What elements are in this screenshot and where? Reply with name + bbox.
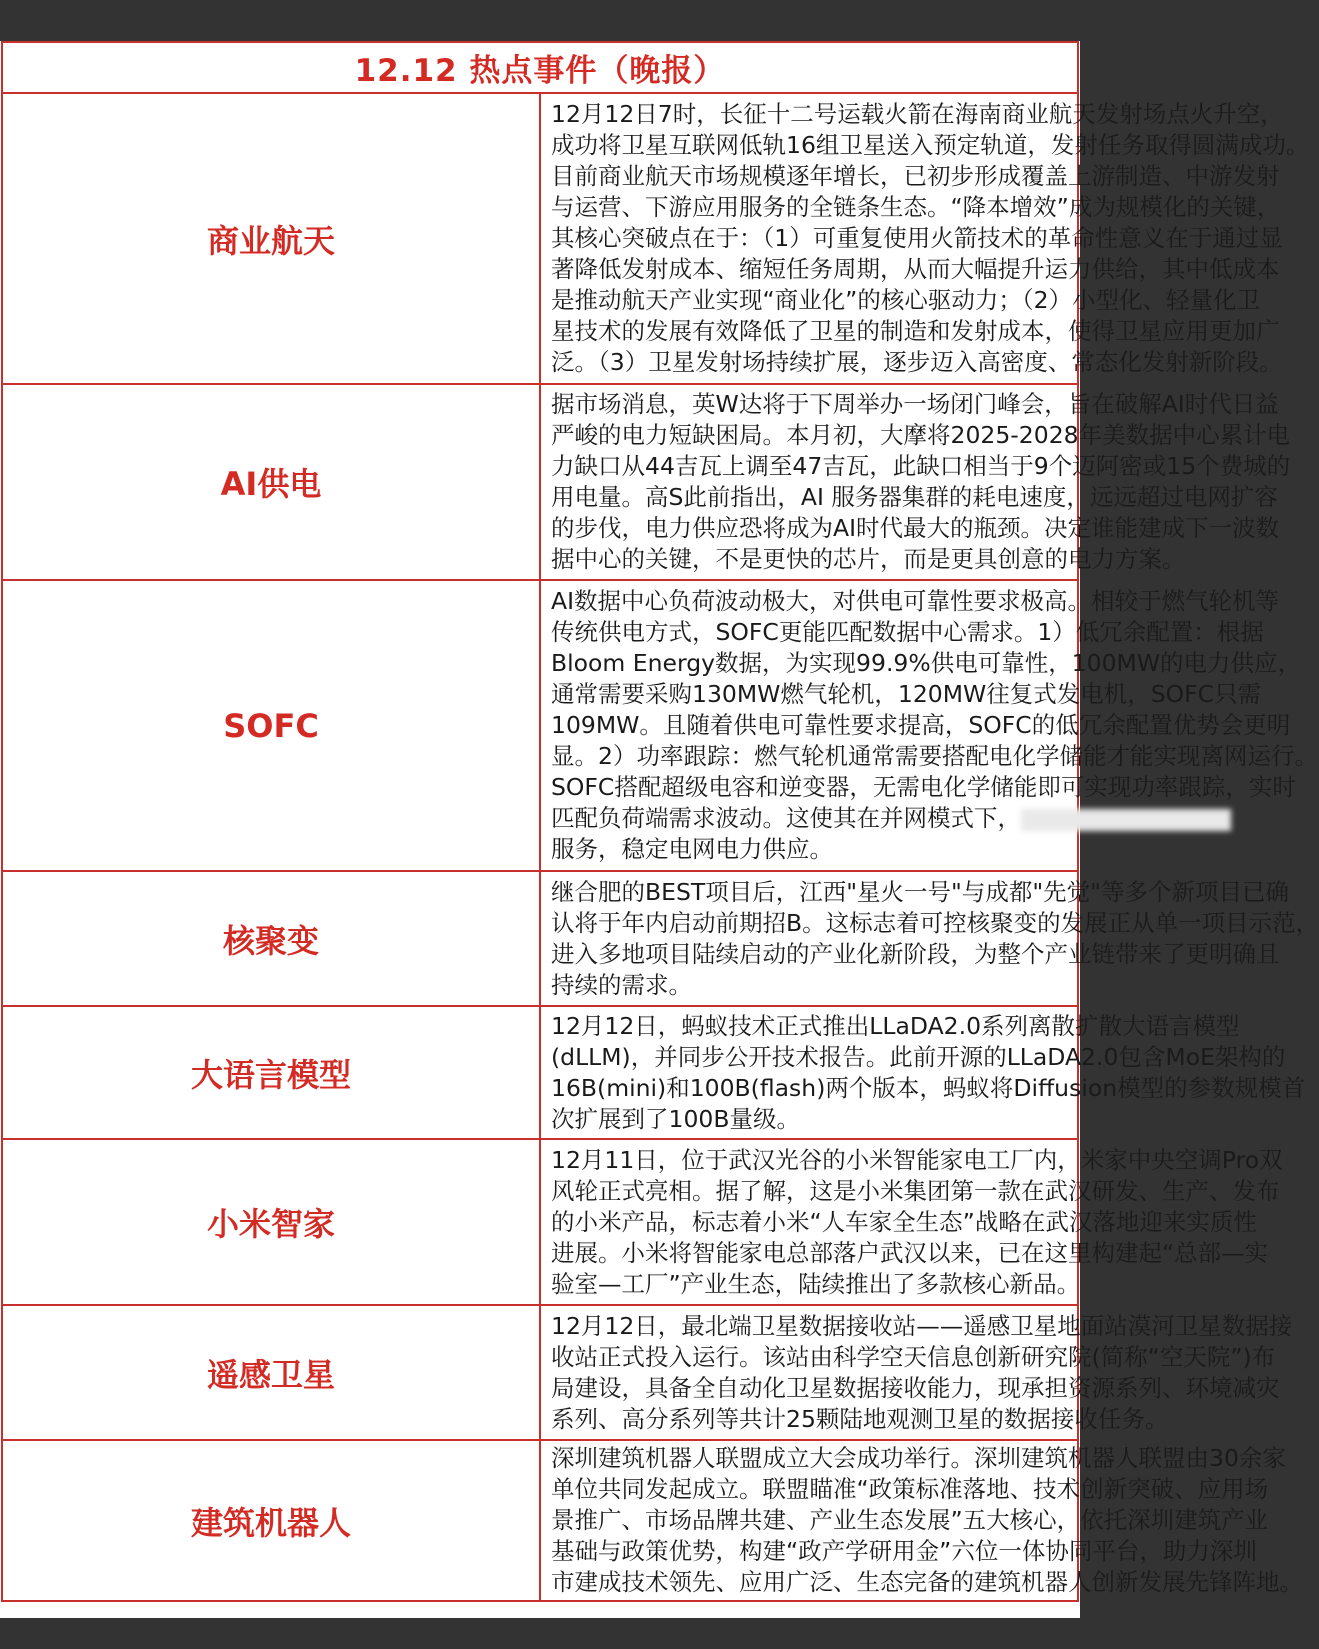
description-line xyxy=(551,130,1310,161)
redacted-text xyxy=(1021,809,1231,831)
description-line xyxy=(551,1536,1257,1567)
description-line xyxy=(551,451,1291,482)
line-text: (dLLM)，并同步公开技术报告。此前开源的LLaDA2.0包含MoE架构的 xyxy=(551,1042,1286,1071)
line-text: 进入多地项目陆续启动的产业化新阶段，为整个产业链带来了更明确且 xyxy=(551,939,1280,968)
description-line xyxy=(551,939,1280,970)
line-text: 验室—工厂”产业生态，陆续推出了多款核心新品。 xyxy=(551,1269,1081,1298)
event-row xyxy=(2,580,1078,871)
description-line xyxy=(551,544,1186,575)
line-text: 力缺口从44吉瓦上调至47吉瓦，此缺口相当于9个迈阿密或15个费城的 xyxy=(551,452,1291,480)
description-line xyxy=(551,1311,1293,1342)
description-line xyxy=(551,908,1319,939)
description-line xyxy=(551,648,1302,679)
description-line xyxy=(551,1104,1071,1135)
description-line xyxy=(551,803,1071,834)
line-text: 目前商业航天市场规模逐年增长，已初步形成覆盖上游制造、中游发射 xyxy=(551,162,1280,190)
line-text: 单位共同发起成立。联盟瞄准“政策标准落地、技术创新突破、应用场 xyxy=(551,1475,1269,1503)
line-text: 景推广、市场品牌共建、产业生态发展”五大核心，依托深圳建筑产业 xyxy=(551,1506,1269,1534)
line-text: 深圳建筑机器人联盟成立大会成功举行。深圳建筑机器人联盟由30余家 xyxy=(551,1444,1286,1472)
line-text: 用电量。高S此前指出，AI 服务器集群的耗电速度，远远超过电网扩容 xyxy=(551,483,1278,511)
line-text: 星技术的发展有效降低了卫星的制造和发射成本，使得卫星应用更加广 xyxy=(551,317,1280,345)
line-text: 收站正式投入运行。该站由科学空天信息创新研究院(简称“空天院”)布 xyxy=(551,1342,1276,1371)
description-line xyxy=(551,482,1278,513)
event-topic-label: 小米智家 xyxy=(2,1139,540,1305)
event-description xyxy=(540,871,1319,1006)
event-description xyxy=(540,93,1310,384)
event-row xyxy=(2,871,1078,1006)
event-topic-label: 大语言模型 xyxy=(2,1006,540,1139)
event-description xyxy=(540,1440,1303,1601)
event-description xyxy=(540,1139,1283,1305)
description-line xyxy=(551,161,1280,192)
description-line xyxy=(551,347,1283,378)
description-line xyxy=(551,316,1280,347)
description-line xyxy=(551,1342,1276,1373)
description-line xyxy=(551,970,1071,1001)
line-text: 12月12日7时，长征十二号运载火箭在海南商业航天发射场点火升空， xyxy=(551,100,1284,128)
line-text: 12月11日，位于武汉光谷的小米智能家电工厂内，米家中央空调Pro双 xyxy=(551,1145,1283,1174)
description-line xyxy=(551,1145,1283,1176)
description-line xyxy=(551,710,1291,741)
line-text: 传统供电方式，SOFC更能匹配数据中心需求。1）低冗余配置：根据 xyxy=(551,618,1264,646)
description-line xyxy=(551,1042,1286,1073)
event-topic-label: 遥感卫星 xyxy=(2,1305,540,1440)
event-topic-label: 核聚变 xyxy=(2,871,540,1006)
event-description xyxy=(540,384,1291,580)
description-line xyxy=(551,1073,1306,1104)
line-text: 16B(mini)和100B(flash)两个版本，蚂蚁将Diffusion模型的参数规模首 xyxy=(551,1073,1306,1102)
line-text: 基础与政策优势，构建“政产学研用金”六位一体协同平台，助力深圳 xyxy=(551,1537,1257,1565)
line-text: 与运营、下游应用服务的全链条生态。“降本增效”成为规模化的关键， xyxy=(551,193,1281,221)
hot-events-sheet xyxy=(0,41,1319,1618)
description-line xyxy=(551,772,1296,803)
description-line xyxy=(551,1011,1240,1042)
event-topic-label: 建筑机器人 xyxy=(2,1440,540,1601)
line-text: 持续的需求。 xyxy=(551,970,692,999)
description-line xyxy=(551,99,1284,130)
events-table xyxy=(1,41,1319,1602)
line-text: 其核心突破点在于：（1）可重复使用火箭技术的革命性意义在于通过显 xyxy=(551,224,1283,252)
line-text: 认将于年内启动前期招B。这标志着可控核聚变的发展正从单一项目示范， xyxy=(551,908,1319,937)
sheet-title: 12.12 热点事件（晚报） xyxy=(2,42,1078,93)
event-row xyxy=(2,384,1078,580)
line-text: 进展。小米将智能家电总部落户武汉以来，已在这里构建起“总部—实 xyxy=(551,1238,1269,1267)
line-text: 据中心的关键，不是更快的芯片，而是更具创意的电力方案。 xyxy=(551,545,1186,573)
description-line xyxy=(551,1505,1269,1536)
line-text: 著降低发射成本、缩短任务周期，从而大幅提升运力供给，其中低成本 xyxy=(551,255,1280,283)
event-description xyxy=(540,1006,1306,1139)
event-row xyxy=(2,1139,1078,1305)
line-text: 市建成技术领先、应用广泛、生态完备的建筑机器人创新发展先锋阵地。 xyxy=(551,1568,1303,1596)
description-line xyxy=(551,679,1262,710)
event-topic-label: 商业航天 xyxy=(2,93,540,384)
description-line xyxy=(551,420,1291,451)
line-text: SOFC搭配超级电容和逆变器，无需电化学储能即可实现功率跟踪，实时 xyxy=(551,773,1296,801)
line-text: 严峻的电力短缺困局。本月初，大摩将2025-2028年美数据中心累计电 xyxy=(551,421,1291,449)
line-text: 风轮正式亮相。据了解，这是小米集团第一款在武汉研发、生产、发布 xyxy=(551,1176,1280,1205)
description-line xyxy=(551,741,1318,772)
line-text: 次扩展到了100B量级。 xyxy=(551,1104,800,1133)
line-text: 的步伐，电力供应恐将成为AI时代最大的瓶颈。决定谁能建成下一波数 xyxy=(551,514,1280,542)
description-line xyxy=(551,834,1071,865)
description-line xyxy=(551,1269,1081,1300)
event-topic-label: AI供电 xyxy=(2,384,540,580)
description-line xyxy=(551,513,1280,544)
event-row xyxy=(2,93,1078,384)
description-line xyxy=(551,1443,1286,1474)
description-line xyxy=(551,223,1283,254)
description-line xyxy=(551,285,1261,316)
description-line xyxy=(551,254,1280,285)
description-line xyxy=(551,1176,1280,1207)
description-line xyxy=(551,1373,1280,1404)
description-line xyxy=(551,1474,1269,1505)
line-text: 是推动航天产业实现“商业化”的核心驱动力；（2）小型化、轻量化卫 xyxy=(551,286,1261,314)
line-text: AI数据中心负荷波动极大，对供电可靠性要求极高。相较于燃气轮机等 xyxy=(551,587,1280,615)
line-text: 继合肥的BEST项目后，江西"星火一号"与成都"先觉"等多个新项目已确 xyxy=(551,877,1289,906)
line-text: 的小米产品，标志着小米“人车家全生态”战略在武汉落地迎来实质性 xyxy=(551,1207,1257,1236)
line-text: 12月12日，最北端卫星数据接收站——遥感卫星地面站漠河卫星数据接 xyxy=(551,1311,1293,1340)
description-line xyxy=(551,877,1289,908)
line-text: 通常需要采购130MW燃气轮机，120MW往复式发电机，SOFC只需 xyxy=(551,680,1262,708)
line-text: 显。2）功率跟踪：燃气轮机通常需要搭配电化学储能才能实现离网运行。 xyxy=(551,742,1318,770)
description-line xyxy=(551,1207,1257,1238)
event-row xyxy=(2,1006,1078,1139)
description-line xyxy=(551,389,1279,420)
line-text: 据市场消息，英W达将于下周举办一场闭门峰会，旨在破解AI时代日益 xyxy=(551,390,1279,418)
title-row xyxy=(2,42,1078,93)
line-text: 局建设，具备全自动化卫星数据接收能力，现承担资源系列、环境减灾 xyxy=(551,1373,1280,1402)
event-description xyxy=(540,1305,1293,1440)
description-line xyxy=(551,617,1264,648)
event-row xyxy=(2,1305,1078,1440)
line-text: 匹配负荷端需求波动。这使其在并网模式下， xyxy=(551,804,1021,832)
description-line xyxy=(551,192,1281,223)
description-line xyxy=(551,586,1280,617)
description-line xyxy=(551,1567,1303,1598)
line-text: 12月12日，蚂蚁技术正式推出LLaDA2.0系列离散扩散大语言模型 xyxy=(551,1011,1240,1040)
event-row xyxy=(2,1440,1078,1601)
event-topic-label: SOFC xyxy=(2,580,540,871)
description-line xyxy=(551,1238,1269,1269)
line-text: 泛。（3）卫星发射场持续扩展，逐步迈入高密度、常态化发射新阶段。 xyxy=(551,348,1283,376)
line-text: 系列、高分系列等共计25颗陆地观测卫星的数据接收任务。 xyxy=(551,1404,1169,1433)
line-text: 109MW。且随着供电可靠性要求提高，SOFC的低冗余配置优势会更明 xyxy=(551,711,1291,739)
line-text: Bloom Energy数据，为实现99.9%供电可靠性，100MW的电力供应， xyxy=(551,649,1302,677)
line-text: 服务，稳定电网电力供应。 xyxy=(551,835,833,863)
bottom-bar xyxy=(0,1618,1080,1649)
event-description xyxy=(540,580,1318,871)
description-line xyxy=(551,1404,1169,1435)
line-text: 成功将卫星互联网低轨16组卫星送入预定轨道，发射任务取得圆满成功。 xyxy=(551,131,1310,159)
